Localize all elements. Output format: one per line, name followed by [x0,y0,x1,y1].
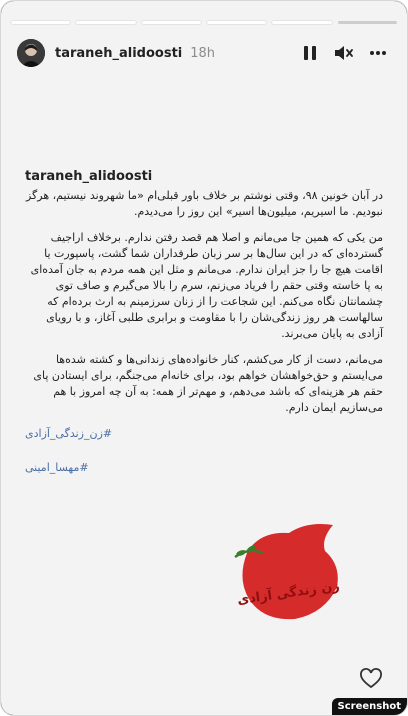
story-progress-segment [11,21,70,24]
pause-icon [303,45,317,61]
more-icon [369,50,387,56]
post-paragraph-3: می‌مانم، دست از کار می‌کشم، کنار خانواده‌های زندانی‌ها و کشته شده‌ها می‌ایستم و حق‌خواهشان خواهم بود، برای خانه‌ام می‌جنگم، برای ایستادن پای حقم هر هزینه‌ای که باشد می‌دهم، و مهم‌تر از همه: به آن چه امروز با هم می‌سازیم ایمان دارم. [33,353,383,414]
hashtag-woman-life-freedom[interactable]: #زن_زندگی_آزادی [25,427,113,440]
avatar[interactable] [17,39,45,67]
post-paragraph-2: من یکی که همین جا می‌مانم و اصلا هم قصد رفتن ندارم. برخلاف اراجیف گسترده‌ای که در این سال‌ها بر سر زبان طرفداران شما گشت، پاسپورت یا اقامت هیچ جا را جز ایران ندارم. می‌مانم و مثل این همه مردم به جان آمده‌ای به پا خاسته وقتی حقم را فریاد می‌زنم، سرم را بالا می‌گیرم و صاف توی چشمانتان نگاه می‌کنم. این شجاعت را از زنان سرزمینم به ارث برده‌ام که سالهاست هر روز زندگی‌شان را با مقاومت و برابری طلبی آغاز، و با رویای آزادی به پایان می‌برند. [30,231,383,340]
story-progress-segment [142,21,201,24]
story-progress-segment [76,21,135,24]
story-timestamp: 18h [190,45,216,61]
story-username[interactable]: taraneh_alidoosti [55,45,183,61]
story-progress-segment [272,21,331,24]
story-progress-segment [207,21,266,24]
profile-photo-icon [17,39,45,67]
screenshot-watermark: Screenshot [332,698,407,715]
story-progress-bar [11,21,397,24]
mute-button[interactable] [331,40,357,66]
like-heart-icon[interactable] [359,667,383,691]
post-paragraph-1: در آبان خونین ۹۸، وقتی نوشتم بر خلاف باور قبلی‌ام «ما شهروند نیستیم، هرگز نبودیم. ما اسیریم، میلیون‌ها اسیر» این روز را می‌دیدم. [25,189,383,218]
post-username: taraneh_alidoosti [25,169,153,184]
hashtag-list [25,426,383,476]
pause-button[interactable] [297,40,323,66]
story-header [17,37,391,69]
story-progress-segment [338,21,397,24]
dove-artwork-text: زن زندگی آزادی [236,578,341,609]
hashtag-mahsa-amini[interactable]: #مهسا_امینی [25,461,89,474]
dove-icon [229,513,349,625]
story-viewer[interactable] [1,1,407,715]
more-options-button[interactable] [365,40,391,66]
speaker-muted-icon [334,45,354,61]
dove-artwork [229,513,349,625]
